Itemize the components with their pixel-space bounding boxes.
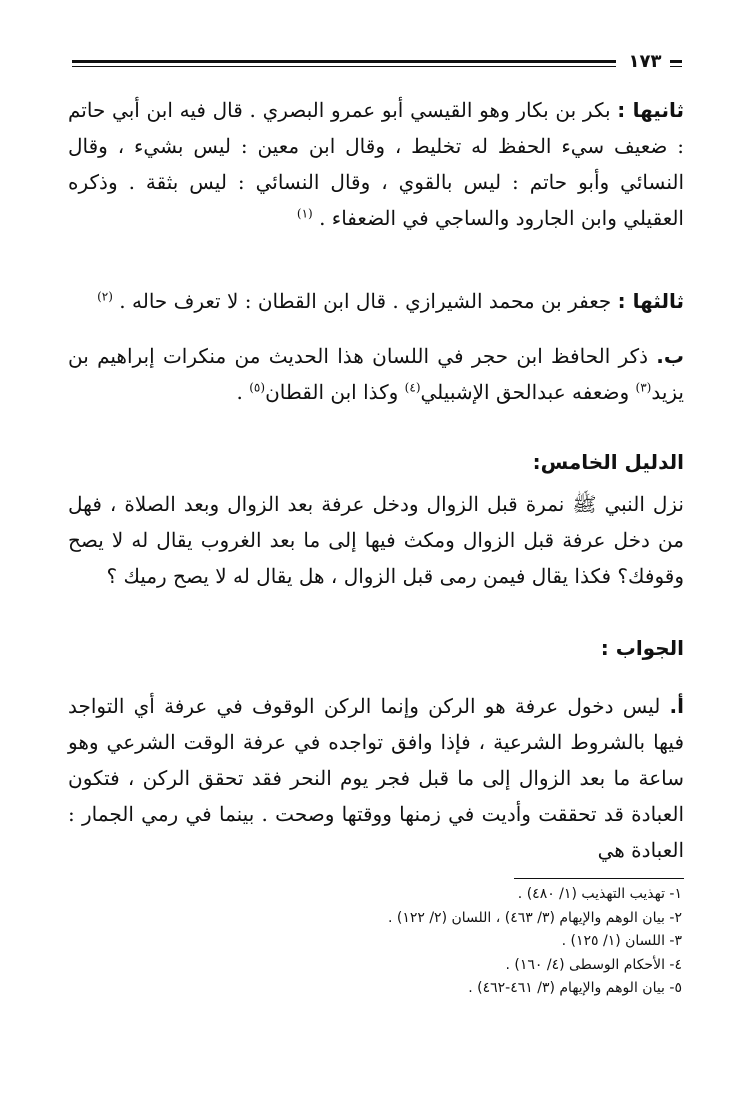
page-header: [72, 51, 682, 72]
header-rule: [72, 60, 616, 63]
paragraph-text: .: [236, 380, 250, 404]
footnote-item: ٢- بيان الوهم والإيهام (٣/ ٤٦٣) ، اللسان (٢/ ١٢٢) .: [387, 909, 682, 926]
header-rule-right-thin: [670, 66, 682, 67]
footnote-ref-5: (٥): [249, 380, 266, 395]
footnote-ref-1: (١): [296, 206, 313, 221]
paragraph-text: جعفر بن محمد الشيرازي . قال ابن القطان : لا تعرف حاله .: [119, 289, 618, 313]
section-heading-fifth-evidence: الدليل الخامس:: [532, 450, 684, 474]
footnote-ref-3: (٣): [635, 380, 652, 395]
paragraph-text: وكذا ابن القطان: [265, 380, 405, 404]
section-heading-answer: الجواب :: [600, 636, 684, 660]
paragraph-label: أ.: [669, 694, 684, 718]
paragraph-thaniha: [68, 92, 684, 236]
footnote-item: ٥- بيان الوهم والإيهام (٣/ ٤٦١-٤٦٢) .: [468, 980, 682, 996]
paragraph-text: نزل النبي ﷺ نمرة قبل الزوال ودخل عرفة بعد الزوال وبعد الصلاة ، فهل من دخل عرفة قبل الزوال ومكث فيها إلى ما بعد الغروب يقال له لا يصح وقوفك؟ فكذا يقال فيمن رمى قبل الزوال ، هل يقال له لا يصح رميك ؟: [68, 492, 684, 588]
header-rule-thin: [72, 66, 616, 67]
paragraph-label: ثانيها :: [617, 98, 684, 122]
footnote-item: ٤- الأحكام الوسطى (٤/ ١٦٠) .: [505, 956, 682, 973]
footnotes: [250, 883, 682, 1001]
footnote-item: ٣- اللسان (١/ ١٢٥) .: [561, 933, 682, 949]
paragraph-text: بكر بن بكار وهو القيسي أبو عمرو البصري . قال فيه ابن أبي حاتم : ضعيف سيء الحفظ له تخليط ، وقال ابن معين : ليس بشيء ، وقال النسائي وأبو حاتم : ليس بالقوي ، وقال النسائي : ليس بثقة . وذكره العقيلي وابن الجارود والساجي في الضعفاء .: [68, 98, 685, 230]
header-rule-right: [670, 60, 682, 63]
paragraph-text: وضعفه عبدالحق الإشبيلي: [420, 380, 636, 404]
footnote-ref-4: (٤): [404, 380, 421, 395]
footnote-item: ١- تهذيب التهذيب (١/ ٤٨٠) .: [517, 886, 682, 902]
paragraph-ba: [68, 338, 684, 410]
paragraph-text: ذكر الحافظ ابن حجر في اللسان هذا الحديث من منكرات إبراهيم بن يزيد: [68, 344, 684, 404]
paragraph-fifth-evidence: [68, 486, 684, 594]
paragraph-label: ثالثها :: [617, 289, 684, 313]
paragraph-answer-alif: [68, 688, 684, 868]
paragraph-thalithuha: [68, 283, 684, 319]
footnote-separator: [514, 878, 684, 879]
paragraph-label: ب.: [656, 344, 684, 368]
footnote-ref-2: (٢): [97, 289, 113, 304]
paragraph-text: ليس دخول عرفة هو الركن وإنما الركن الوقوف في عرفة أي التواجد فيها بالشروط الشرعية ، فإذا وافق تواجده في عرفة الوقت الشرعي وهو ساعة ما بعد الزوال إلى ما قبل فجر يوم النحر فقد تحقق الركن ، فتكون العبادة قد تحققت وأديت في زمنها ووقتها وصحت . بينما في رمي الجمار : العبادة هي: [68, 694, 684, 862]
page-number: ١٧٣: [628, 51, 662, 72]
